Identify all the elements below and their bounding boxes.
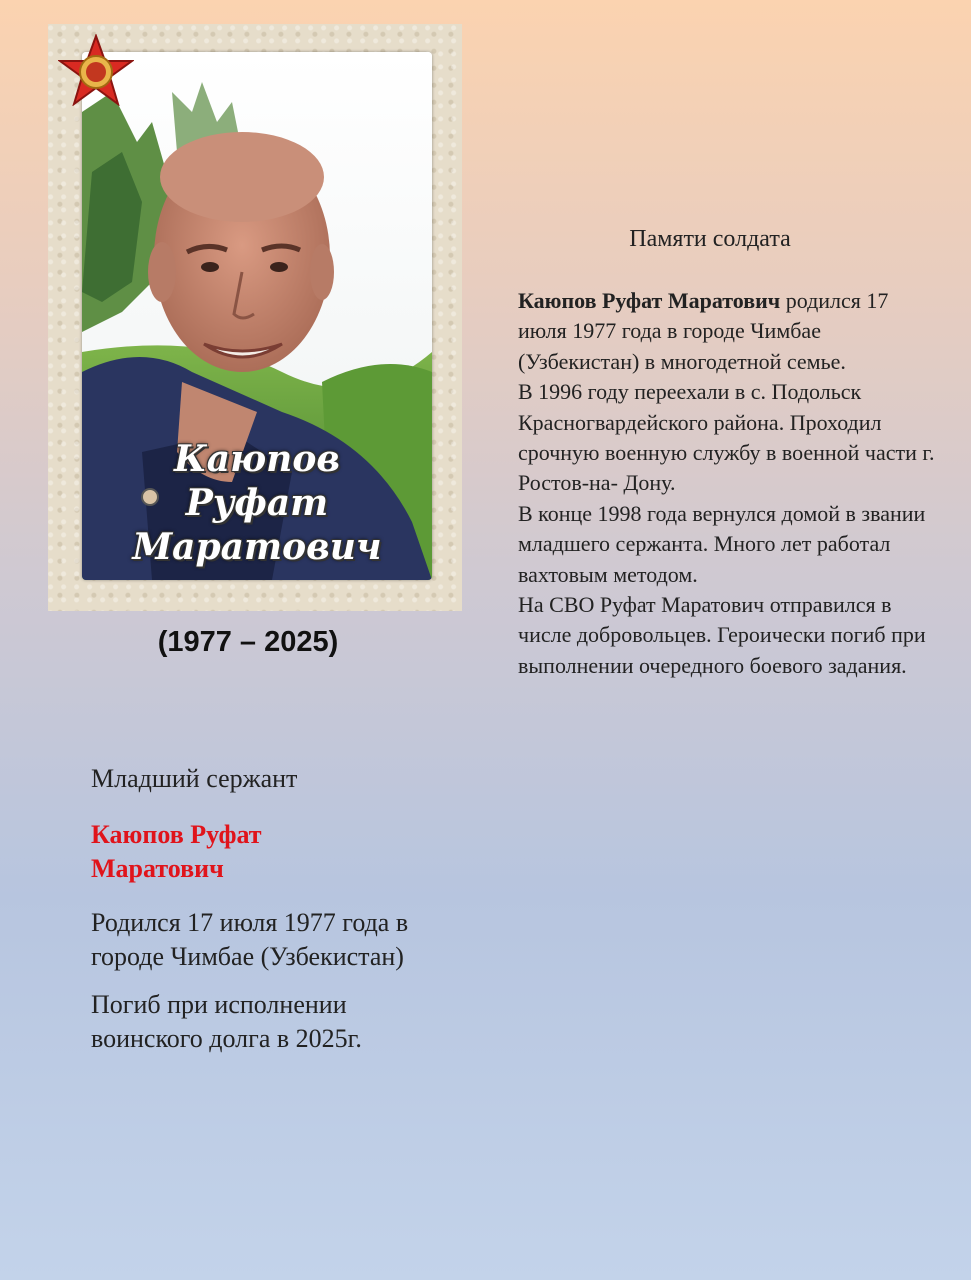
biography (518, 286, 938, 681)
life-years: (1977 – 2025) (157, 626, 339, 658)
rank: Младший сержант (91, 764, 298, 793)
portrait-caption-line2: Руфат (185, 482, 329, 524)
soldier-name-line1: Каюпов Руфат (91, 820, 262, 849)
bio-name: Каюпов Руфат Маратович (518, 288, 781, 313)
bio-paragraph-3: В конце 1998 года вернулся домой в звании младшего сержанта. Много лет работал вахтовым методом. (518, 500, 926, 587)
summary-column (91, 762, 411, 1056)
bio-paragraph-2: В 1996 году переехали в с. Подольск Красногвардейского района. Проходил срочную военную службу в военной части г. Ростов-на- Дону. (518, 379, 935, 496)
red-star-order-icon (58, 34, 134, 106)
bio-line-1: родился 17 июля 1977 года в городе Чимбае (Узбекистан) в многодетной семье. (518, 288, 889, 374)
death-info: Погиб при исполнении воинского долга в 2025г. (91, 990, 362, 1053)
portrait-caption-line3: Маратович (132, 526, 382, 568)
portrait-caption-line1: Каюпов (174, 438, 340, 480)
birth-info: Родился 17 июля 1977 года в городе Чимбае (Узбекистан) (91, 908, 409, 971)
bio-paragraph-4: На СВО Руфат Маратович отправился в числе добровольцев. Героически погиб при выполнении очередного боевого задания. (518, 592, 926, 678)
memory-title: Памяти солдата (629, 226, 791, 252)
soldier-name (91, 818, 411, 886)
soldier-name-line2: Маратович (91, 854, 224, 883)
bio-paragraph-1 (518, 286, 938, 377)
